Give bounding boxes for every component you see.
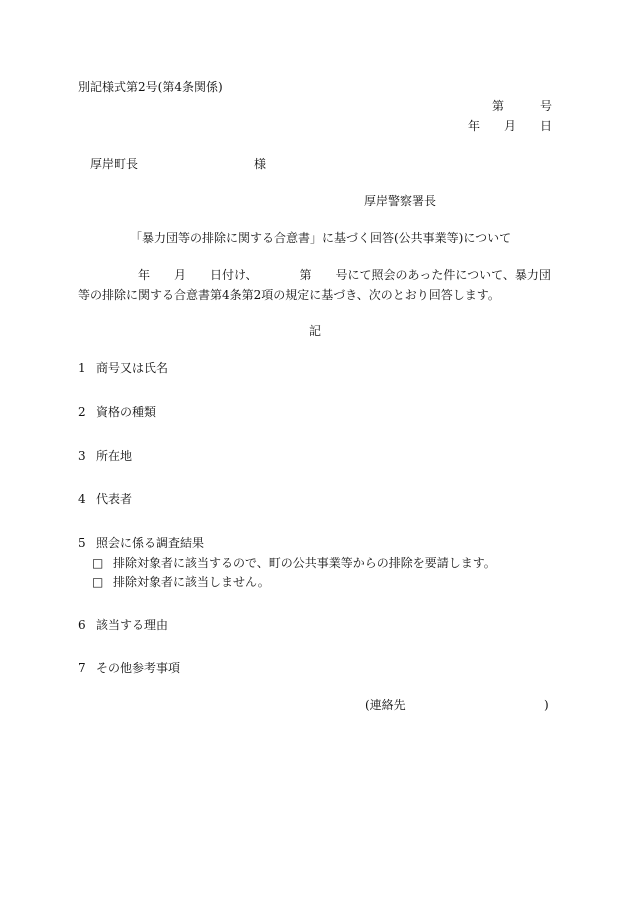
item-label-trade-name: 商号又は氏名 [96,361,169,375]
item-number: 2 [78,405,86,419]
checkbox-not-applicable-label: 排除対象者に該当しません。 [113,575,270,589]
contact-close: ) [544,698,549,712]
document-date: 年 月 日 [467,119,552,133]
item-label-other-notes: その他参考事項 [96,661,181,675]
body-line-1: 年 月 日付け、 第 号にて照会のあった件について、暴力団 [138,268,551,282]
checkbox-exclude[interactable]: □ [92,556,104,570]
body-line-2: 等の排除に関する合意書第4条第2項の規定に基づき、次のとおり回答します。 [78,288,500,302]
item-number: 3 [78,449,86,463]
document-number: 第 号 [491,99,552,113]
item-number: 6 [78,618,86,632]
item-number: 5 [78,536,86,550]
item-label-qualification: 資格の種類 [96,405,157,419]
item-label-address: 所在地 [96,449,133,463]
form-label: 別記様式第2号(第4条関係) [78,80,223,94]
item-number: 1 [78,361,86,375]
sender-name: 厚岸警察署長 [364,194,437,208]
document-title: 「暴力団等の排除に関する合意書」に基づく回答(公共事業等)について [130,231,512,245]
item-number: 7 [78,661,86,675]
ki-heading: 記 [308,324,321,338]
addressee-name: 厚岸町長 [90,157,139,171]
item-label-investigation-result: 照会に係る調査結果 [96,536,205,550]
checkbox-not-applicable[interactable]: □ [92,575,104,589]
addressee-honorific: 様 [254,157,267,171]
item-label-representative: 代表者 [96,492,133,506]
item-label-reason: 該当する理由 [96,618,169,632]
item-number: 4 [78,492,86,506]
contact-open: (連絡先 [365,698,406,712]
checkbox-exclude-label: 排除対象者に該当するので、町の公共事業等からの排除を要請します。 [113,556,496,570]
